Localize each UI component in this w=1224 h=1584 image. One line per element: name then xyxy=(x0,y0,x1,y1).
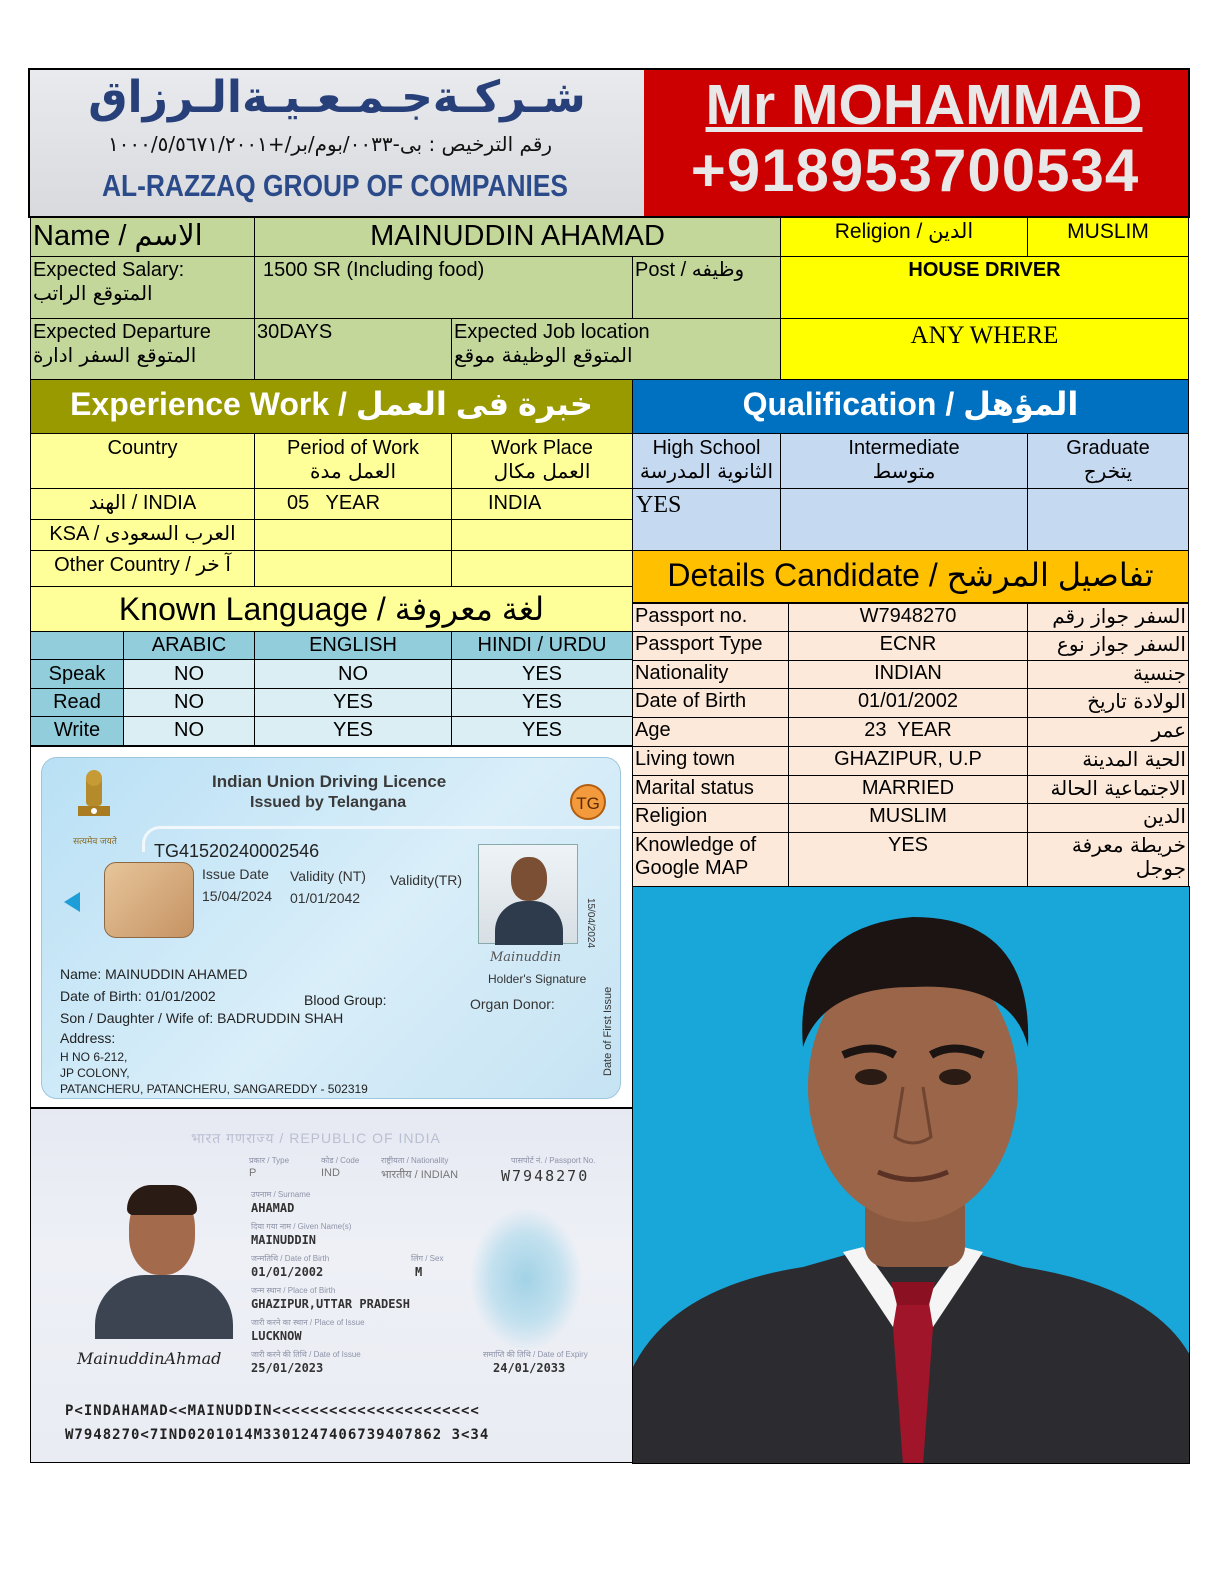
detail-label xyxy=(632,832,789,887)
religion-value xyxy=(1027,217,1189,257)
post-label xyxy=(632,256,781,319)
licence-issuer: Issued by Telangana xyxy=(250,794,407,811)
qual-inter-en: Intermediate xyxy=(848,437,960,459)
licence-address-2: JP COLONY, xyxy=(60,1066,130,1080)
passport-doi: 25/01/2023 xyxy=(251,1361,324,1375)
lang-cell-value: YES xyxy=(521,663,563,685)
detail-label-text: Passport no. xyxy=(635,605,748,627)
licence-address-label: Address: xyxy=(60,1030,116,1046)
experience-title-text: Experience Work / خبرة فى العمل xyxy=(70,386,593,422)
validity-nt-label: Validity (NT) xyxy=(290,868,366,884)
exp-row-ksa-place xyxy=(451,519,633,551)
qual-col-intermediate xyxy=(780,433,1028,489)
detail-arabic-label-text: عمر xyxy=(1151,718,1186,742)
qual-col-high-school xyxy=(632,433,781,489)
candidate-photo xyxy=(632,886,1190,1464)
validity-nt-value: 01/01/2042 xyxy=(290,890,361,906)
lang-read-hindi xyxy=(451,688,633,717)
detail-label-text: Knowledge of Google MAP xyxy=(635,834,757,879)
detail-arabic-label xyxy=(1027,746,1189,776)
passport-poi: LUCKNOW xyxy=(251,1329,302,1343)
religion-value-text: MUSLIM xyxy=(1067,220,1149,243)
departure-label-en: Expected Departure xyxy=(33,321,211,343)
licence-relation: Son / Daughter / Wife of: BADRUDDIN SHAH xyxy=(60,1010,344,1026)
detail-label xyxy=(632,688,789,718)
detail-label xyxy=(632,660,789,689)
agent-banner xyxy=(644,70,1188,216)
passport-nat-label: राष्ट्रीयता / Nationality xyxy=(381,1156,449,1165)
detail-arabic-label-text: السفر جواز نوع xyxy=(1056,632,1186,656)
detail-arabic-label-text: الولادة تاريخ xyxy=(1087,689,1186,713)
passport-surname: AHAMAD xyxy=(251,1201,295,1215)
detail-arabic-label-text: السفر جواز رقم xyxy=(1052,604,1186,628)
licence-address-3: PATANCHERU, PATANCHERU, SANGAREDDY - 502319 xyxy=(60,1082,368,1096)
detail-arabic-label-text: الدين xyxy=(1143,804,1186,828)
qualification-title-text: Qualification / المؤهل xyxy=(742,386,1079,422)
detail-label xyxy=(632,803,789,833)
passport-number: W7948270 xyxy=(501,1167,590,1185)
detail-value xyxy=(788,746,1028,776)
exp-col-period xyxy=(254,433,452,489)
exp-row-india-country xyxy=(30,488,255,520)
lang-speak-arabic xyxy=(123,659,255,689)
organ-donor-label: Organ Donor: xyxy=(470,996,555,1012)
state-badge xyxy=(570,784,606,820)
passport-pob-label: जन्म स्थान / Place of Birth xyxy=(251,1286,336,1295)
passport-signature: MainuddinAhmad xyxy=(77,1349,222,1368)
licence-address-1: H NO 6-212, xyxy=(60,1050,128,1064)
logo-arabic-text: شـركـةجـمـعـيـةالـرزاق xyxy=(88,72,586,123)
lang-col-hindi-urdu xyxy=(451,631,633,660)
exp-row-period-text: 05 YEAR xyxy=(287,492,381,514)
exp-row-other-place xyxy=(451,550,633,587)
qual-inter-ar: متوسط xyxy=(872,459,936,483)
lang-row-speak xyxy=(30,659,124,689)
post-value xyxy=(780,256,1189,319)
passport-nationality: भारतीय / INDIAN xyxy=(381,1169,459,1181)
lang-read-english xyxy=(254,688,452,717)
exp-row-india-period xyxy=(254,488,452,520)
lang-row-label: Read xyxy=(53,691,101,713)
lang-write-english xyxy=(254,716,452,746)
detail-value xyxy=(788,603,1028,632)
location-label-ar: المتوقع الوظيفة موقع xyxy=(454,343,633,367)
name-label-text: Name / الاسم xyxy=(33,220,203,252)
detail-value xyxy=(788,775,1028,804)
driving-licence-image xyxy=(30,746,633,1108)
salary-label-en: Expected Salary: xyxy=(33,259,185,281)
salary-label xyxy=(30,256,255,319)
qual-grad-en: Graduate xyxy=(1066,437,1150,459)
exp-row-country-text: Other Country / آ خر xyxy=(54,554,231,576)
passport-mrz-2: W7948270<7IND0201014M3301247406739407862 3<34 xyxy=(65,1427,490,1443)
exp-col-country xyxy=(30,433,255,489)
passport-header: भारत गणराज्य / REPUBLIC OF INDIA xyxy=(191,1130,441,1146)
detail-arabic-label xyxy=(1027,775,1189,804)
licence-signature: Mainuddin xyxy=(490,950,562,965)
passport-doe: 24/01/2033 xyxy=(493,1361,566,1375)
lang-write-arabic xyxy=(123,716,255,746)
exp-row-ksa-period xyxy=(254,519,452,551)
name-value xyxy=(254,217,781,257)
ashoka-emblem-icon xyxy=(64,768,124,840)
detail-label xyxy=(632,717,789,747)
lang-cell-value: YES xyxy=(332,691,374,713)
licence-photo xyxy=(478,844,578,944)
licence-side-date: 15/04/2024 xyxy=(585,898,596,949)
passport-photo-body xyxy=(95,1275,233,1339)
company-logo xyxy=(30,70,644,216)
passport-photo xyxy=(89,1179,239,1339)
qual-graduate-value xyxy=(1027,488,1189,551)
lang-row-label: Speak xyxy=(48,663,106,685)
lang-col-text: HINDI / URDU xyxy=(477,634,607,656)
lang-col-text: ARABIC xyxy=(151,634,227,656)
lang-write-hindi xyxy=(451,716,633,746)
detail-value xyxy=(788,832,1028,887)
location-value-text: ANY WHERE xyxy=(910,322,1059,349)
lang-col-english xyxy=(254,631,452,660)
detail-label-text: Age xyxy=(635,719,671,741)
first-issue-label: Date of First Issue xyxy=(602,986,614,1076)
passport-doi-label: जारी करने की तिथि / Date of Issue xyxy=(251,1350,361,1359)
exp-col-place-ar: العمل مكال xyxy=(493,459,591,483)
passport-type: P xyxy=(249,1167,257,1179)
validity-tr-label: Validity(TR) xyxy=(390,872,463,888)
emblem-icon xyxy=(64,768,124,848)
exp-row-other-country xyxy=(30,550,255,587)
passport-mrz-1: P<INDAHAMAD<<MAINUDDIN<<<<<<<<<<<<<<<<<<<<<< xyxy=(65,1403,480,1419)
exp-row-ksa-country xyxy=(30,519,255,551)
detail-value xyxy=(788,717,1028,747)
post-label-text: Post / وظيفه xyxy=(635,259,745,281)
detail-arabic-label xyxy=(1027,631,1189,661)
qual-high-ar: الثانوية المدرسة xyxy=(639,459,774,483)
detail-label-text: Passport Type xyxy=(635,633,763,655)
company-name: AL-RAZZAQ GROUP OF COMPANIES xyxy=(101,168,569,203)
lang-cell-value: YES xyxy=(521,719,563,741)
religion-label xyxy=(780,217,1028,257)
licence-dob: Date of Birth: 01/01/2002 xyxy=(60,988,216,1004)
lang-row-write xyxy=(30,716,124,746)
qual-high-en: High School xyxy=(652,437,761,459)
state-badge-text: TG xyxy=(576,794,600,813)
detail-value-text: 01/01/2002 xyxy=(857,690,959,712)
language-title xyxy=(30,586,633,632)
language-title-text: Known Language / لغة معروفة xyxy=(118,591,545,627)
exp-row-india-place xyxy=(451,488,633,520)
departure-value-text: 30DAYS xyxy=(257,321,333,343)
qual-grad-ar: يتخرج xyxy=(1083,459,1133,483)
lang-cell-value: NO xyxy=(174,663,204,685)
passport-dob: 01/01/2002 xyxy=(251,1265,324,1279)
passport-no-label: पासपोर्ट नं. / Passport No. xyxy=(511,1156,596,1165)
detail-label xyxy=(632,603,789,632)
passport-poi-label: जारी करने का स्थान / Place of Issue xyxy=(251,1318,365,1327)
exp-col-place-en: Work Place xyxy=(491,437,593,459)
lang-cell-value: YES xyxy=(332,719,374,741)
exp-col-country-text: Country xyxy=(107,437,178,459)
exp-row-country-text: الهند / INDIA xyxy=(88,492,197,514)
passport-type-label: प्रकार / Type xyxy=(249,1156,290,1165)
detail-label xyxy=(632,746,789,776)
exp-row-country-text: KSA / العرب السعودى xyxy=(49,523,236,545)
emblem-text: सत्यमेव जयते xyxy=(73,836,117,846)
detail-arabic-label-text: الاجتماعية الحالة xyxy=(1050,776,1186,800)
detail-arabic-label xyxy=(1027,832,1189,887)
details-title-text: Details Candidate / تفاصيل المرشح xyxy=(667,557,1154,593)
detail-arabic-label xyxy=(1027,603,1189,632)
details-title xyxy=(632,550,1189,603)
lang-col-text: ENGLISH xyxy=(309,634,397,656)
passport-sex: M xyxy=(415,1265,423,1279)
detail-label-text: Living town xyxy=(635,748,736,770)
lang-read-arabic xyxy=(123,688,255,717)
name-label xyxy=(30,217,255,257)
detail-value xyxy=(788,688,1028,718)
license-number-line: رقم الترخيص : بى-٠٠٣٣/بوم/بر/+١٠٠٠/٥/٥٦٧١/٢٠٠١ xyxy=(107,132,553,156)
location-label-en: Expected Job location xyxy=(454,321,650,343)
post-value-text: HOUSE DRIVER xyxy=(908,259,1061,281)
detail-value-text: 23 YEAR xyxy=(864,719,952,741)
lang-col-arabic xyxy=(123,631,255,660)
detail-arabic-label xyxy=(1027,660,1189,689)
qual-intermediate-value xyxy=(780,488,1028,551)
qual-col-graduate xyxy=(1027,433,1189,489)
exp-col-period-ar: العمل مدة xyxy=(309,459,397,483)
detail-arabic-label-text: الحية المدينة xyxy=(1082,747,1186,771)
departure-value xyxy=(254,318,452,380)
licence-holder-name: Name: MAINUDDIN AHAMED xyxy=(60,966,248,982)
passport-given-label: दिया गया नाम / Given Name(s) xyxy=(251,1222,352,1231)
passport-ghost-photo xyxy=(471,1209,581,1349)
blood-group-label: Blood Group: xyxy=(304,992,387,1008)
passport-image xyxy=(30,1108,633,1463)
lang-cell-value: NO xyxy=(338,663,368,685)
agent-name: Mr MOHAMMAD xyxy=(705,73,1143,137)
passport-code-label: कोड / Code xyxy=(321,1156,360,1165)
detail-arabic-label xyxy=(1027,803,1189,833)
lang-speak-hindi xyxy=(451,659,633,689)
detail-label-text: Nationality xyxy=(635,662,729,684)
detail-label xyxy=(632,775,789,804)
salary-value xyxy=(254,256,633,319)
lang-cell-value: NO xyxy=(174,719,204,741)
exp-row-other-period xyxy=(254,550,452,587)
detail-label-text: Marital status xyxy=(635,777,754,799)
chip-icon xyxy=(104,862,194,938)
lang-header-blank xyxy=(30,631,124,660)
detail-value-text: YES xyxy=(887,834,929,856)
lang-row-read xyxy=(30,688,124,717)
lang-cell-value: YES xyxy=(521,691,563,713)
experience-title xyxy=(30,379,633,434)
detail-value-text: INDIAN xyxy=(874,662,942,684)
passport-photo-hair xyxy=(127,1185,197,1215)
passport-sex-label: लिंग / Sex xyxy=(411,1254,444,1263)
detail-value-text: ECNR xyxy=(879,633,937,655)
exp-col-place xyxy=(451,433,633,489)
qual-high-value-text: YES xyxy=(636,492,682,518)
detail-label xyxy=(632,631,789,661)
issue-date-value: 15/04/2024 xyxy=(202,888,273,904)
licence-photo-body xyxy=(495,901,563,945)
passport-doe-label: समाप्ति की तिथि / Date of Expiry xyxy=(483,1350,588,1359)
detail-arabic-label xyxy=(1027,688,1189,718)
arrow-icon xyxy=(64,892,80,912)
lang-row-label: Write xyxy=(53,719,101,741)
issue-date-label: Issue Date xyxy=(202,866,269,882)
passport-given: MAINUDDIN xyxy=(251,1233,317,1247)
candidate-portrait-icon xyxy=(633,887,1190,1464)
detail-label-text: Date of Birth xyxy=(635,690,747,712)
detail-value xyxy=(788,660,1028,689)
qualification-title xyxy=(632,379,1189,434)
detail-value-text: W7948270 xyxy=(859,605,957,627)
salary-value-text: 1500 SR (Including food) xyxy=(263,259,485,281)
licence-card xyxy=(41,757,621,1099)
detail-value-text: MARRIED xyxy=(861,777,955,799)
location-label xyxy=(451,318,781,380)
detail-value xyxy=(788,631,1028,661)
exp-col-period-en: Period of Work xyxy=(287,437,419,459)
detail-value-text: GHAZIPUR, U.P xyxy=(834,748,982,770)
location-value xyxy=(780,318,1189,380)
passport-dob-label: जन्मतिथि / Date of Birth xyxy=(251,1254,330,1263)
detail-arabic-label-text: خريطة معرفة جوجل xyxy=(1071,833,1186,880)
licence-photo-face xyxy=(511,857,547,901)
passport-pob: GHAZIPUR,UTTAR PRADESH xyxy=(251,1297,410,1311)
lang-cell-value: NO xyxy=(174,691,204,713)
detail-arabic-label-text: جنسية xyxy=(1133,661,1186,685)
exp-row-place-text: INDIA xyxy=(488,492,542,514)
detail-arabic-label xyxy=(1027,717,1189,747)
detail-label-text: Religion xyxy=(635,805,708,827)
detail-value-text: MUSLIM xyxy=(869,805,947,827)
passport-surname-label: उपनाम / Surname xyxy=(251,1190,311,1199)
passport-code: IND xyxy=(321,1167,340,1179)
qual-high-school-value xyxy=(632,488,781,551)
holder-signature-label: Holder's Signature xyxy=(488,972,587,986)
departure-label xyxy=(30,318,255,380)
departure-label-ar: المتوقع السفر ادارة xyxy=(33,343,197,367)
licence-title: Indian Union Driving Licence xyxy=(212,772,447,791)
salary-label-ar: المتوقع الراتب xyxy=(33,281,153,305)
religion-label-text: Religion / الدين xyxy=(834,220,974,243)
agent-phone: +918953700534 xyxy=(690,137,1140,204)
name-value-text: MAINUDDIN AHAMAD xyxy=(370,220,665,252)
detail-value xyxy=(788,803,1028,833)
lang-speak-english xyxy=(254,659,452,689)
licence-number: TG41520240002546 xyxy=(154,841,320,861)
